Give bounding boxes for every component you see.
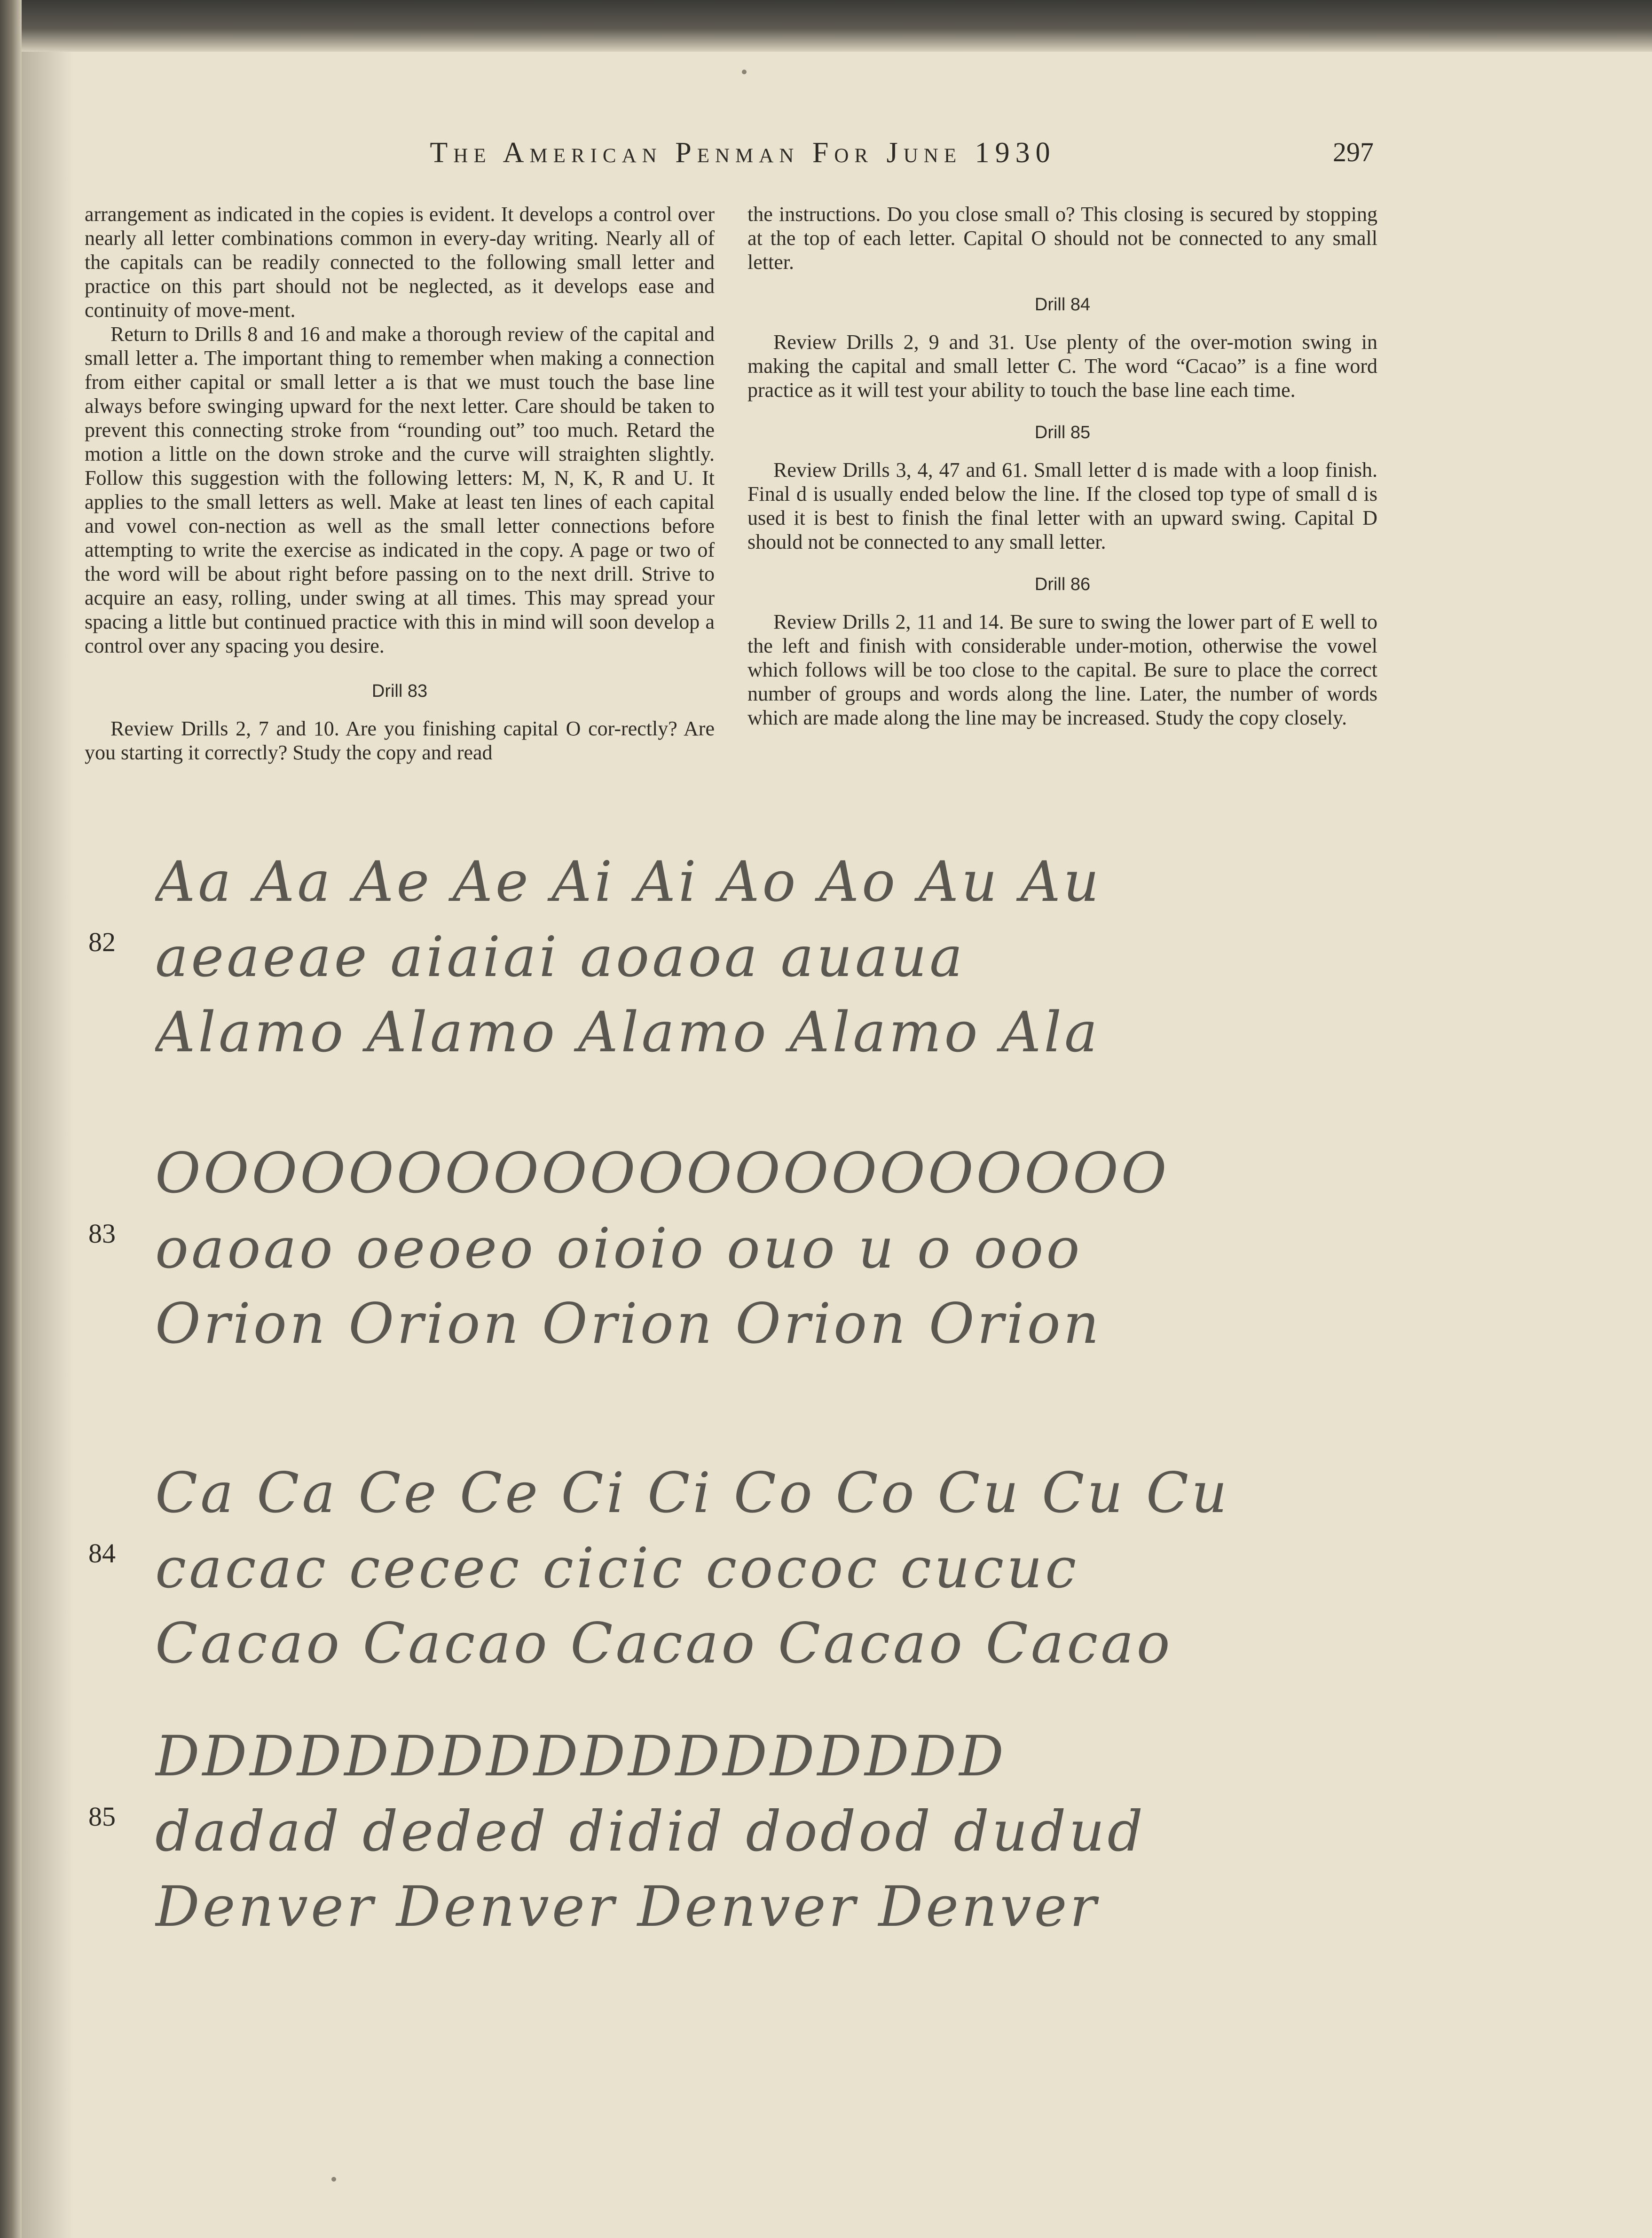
drill-number: 82 bbox=[88, 927, 116, 957]
script-line: Alamo Alamo Alamo Alamo Ala bbox=[155, 1000, 1101, 1064]
script-line: OOOOOOOOOOOOOOOOOOOOO bbox=[155, 1141, 1170, 1206]
gutter-shadow bbox=[22, 52, 73, 2238]
page-number: 297 bbox=[1333, 137, 1374, 167]
drill-83-heading: Drill 83 bbox=[371, 681, 428, 701]
left-column bbox=[85, 202, 715, 764]
script-line: aeaeae aiaiai aoaoa auaua bbox=[155, 924, 966, 989]
drill-84-heading: Drill 84 bbox=[1034, 295, 1091, 315]
right-column bbox=[747, 202, 1377, 730]
drill-number: 84 bbox=[88, 1538, 116, 1568]
script-line: Denver Denver Denver Denver bbox=[155, 1874, 1099, 1939]
drill-83-text: Review Drills 2, 7 and 10. Are you finishing capital O cor-rectly? Are you starting it correctly? Study the copy and read bbox=[85, 717, 715, 764]
drill-85-text: Review Drills 3, 4, 47 and 61. Small letter d is made with a loop finish. Final d is usually ended below the line. If the closed top type of small d is used it is best to finish the final letter with an upward swing. Capital D should not be connected to any small letter. bbox=[747, 458, 1377, 553]
right-paragraph-1: the instructions. Do you close small o? This closing is secured by stopping at the top of each letter. Capital O should not be connected to any small letter. bbox=[747, 203, 1377, 274]
drill-84-text: Review Drills 2, 9 and 31. Use plenty of the over-motion swing in making the capital and small letter C. The word “Cacao” is a fine word practice as it will test your ability to touch the base line each time. bbox=[747, 331, 1377, 402]
drill-86-text: Review Drills 2, 11 and 14. Be sure to swing the lower part of E well to the left and finish with considerable under-motion, otherwise the vowel which follows will be too close to the capital. Be sure to place the correct number of groups and words along the line. Later, the number of words which are made along the line may be increased. Study the copy closely. bbox=[747, 610, 1377, 729]
script-line: dadad deded didid dodod dudud bbox=[155, 1799, 1146, 1864]
paper-speck bbox=[742, 70, 747, 74]
paper-speck bbox=[331, 2177, 336, 2182]
script-line: oaoao oeoeo oioio ouo u o ooo bbox=[155, 1216, 1083, 1281]
running-header bbox=[0, 136, 1652, 183]
scan-binding-edge bbox=[0, 0, 22, 2238]
drill-83-copy bbox=[80, 1138, 1575, 1363]
drill-85-heading: Drill 85 bbox=[1034, 423, 1091, 442]
drill-number: 83 bbox=[88, 1218, 116, 1249]
drill-82-copy bbox=[80, 846, 1575, 1072]
script-line: Orion Orion Orion Orion Orion bbox=[155, 1291, 1102, 1356]
script-line: cacac cecec cicic cococ cucuc bbox=[155, 1536, 1079, 1600]
script-line: Cacao Cacao Cacao Cacao Cacao bbox=[155, 1611, 1173, 1676]
script-line: DDDDDDDDDDDDDDDDDD bbox=[155, 1724, 1007, 1789]
drill-86-heading: Drill 86 bbox=[1034, 575, 1091, 594]
drill-84-copy bbox=[80, 1458, 1575, 1683]
script-line: Ca Ca Ce Ce Ci Ci Co Co Cu Cu Cu bbox=[155, 1460, 1230, 1525]
left-paragraph-2: Return to Drills 8 and 16 and make a thorough review of the capital and small letter a. The important thing to remember when making a connection from either capital or small letter a is that we must touch the base line always before swinging upward for the next letter. Care should be taken to prevent this connecting stroke from “rounding out” too much. Retard the motion a little on the down stroke and the curve will straighten slightly. Follow this suggestion with the following letters: M, N, K, R and U. It applies to the small letters as well. Make at least ten lines of each capital and vowel con-nection as well as the small letter connections before attempting to write the exercise as indicated in the copy. A page or two of the word will be about right before passing on to the next drill. Strive to acquire an easy, rolling, under swing at all times. This may spread your spacing a little but continued practice with this in mind will soon develop a control over any spacing you desire. bbox=[85, 323, 715, 657]
scan-top-edge bbox=[0, 0, 1652, 52]
header-title: The American Penman For June 1930 bbox=[430, 137, 1056, 169]
drill-85-copy bbox=[80, 1721, 1575, 1946]
left-paragraph-1: arrangement as indicated in the copies is evident. It develops a control over nearly all letter combinations common in every-day writing. Nearly all of the capitals can be readily connected to the following small letter and practice on this part should not be neglected, as it develops ease and continuity of move-ment. bbox=[85, 203, 715, 322]
script-line: Aa Aa Ae Ae Ai Ai Ao Ao Au Au bbox=[155, 849, 1102, 914]
drill-number: 85 bbox=[88, 1801, 116, 1832]
